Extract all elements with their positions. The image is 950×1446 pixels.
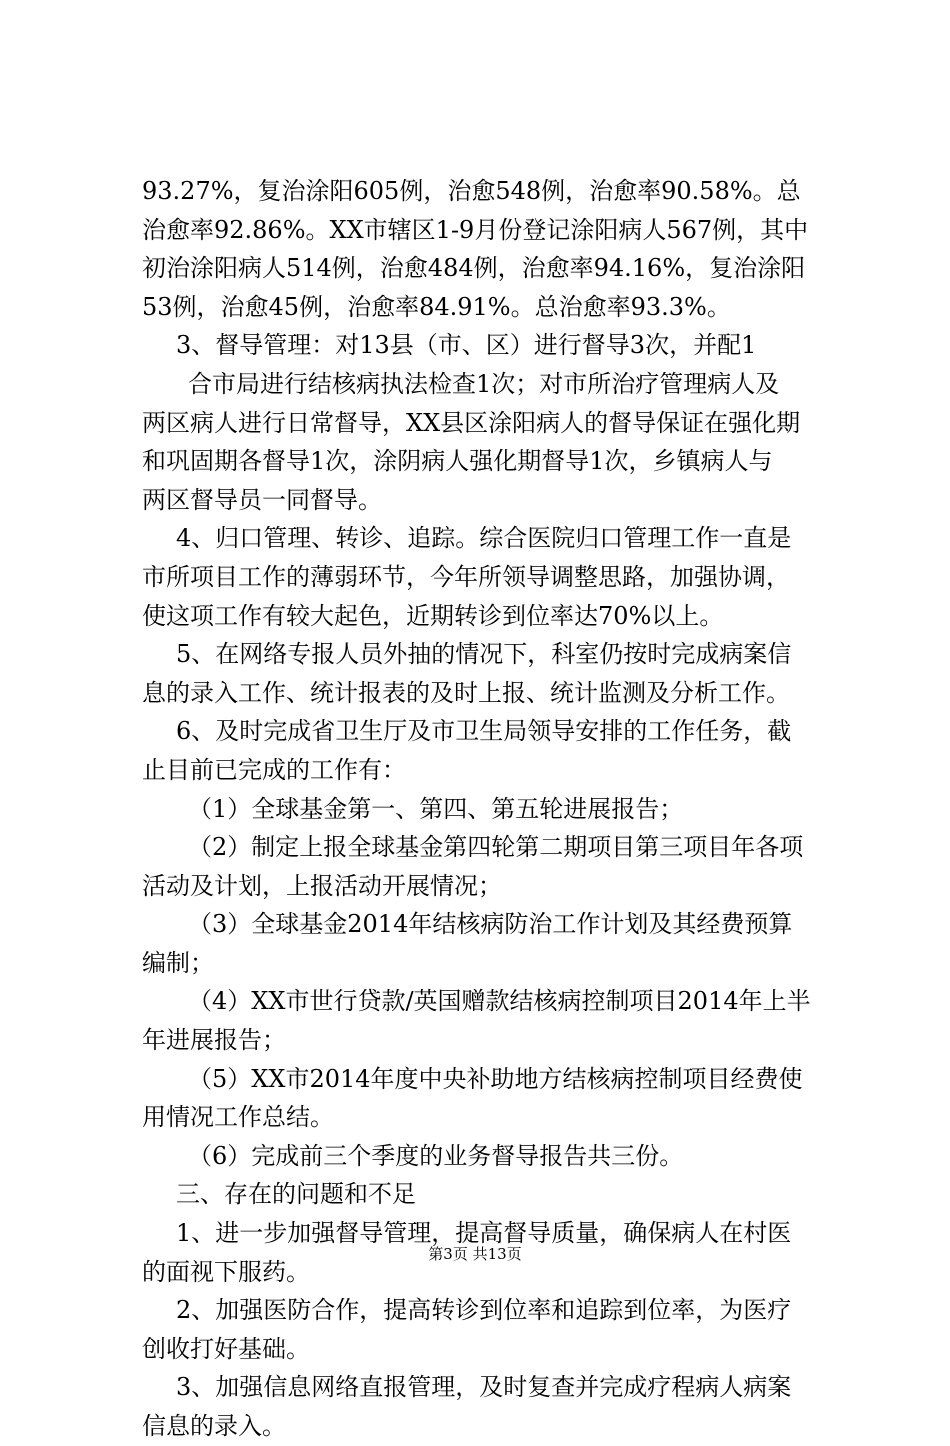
text-line: （4）XX市世行贷款/英国赠款结核病控制项目2014年上半 [188,987,811,1016]
text-line: 止目前已完成的工作有： [142,755,406,784]
text-line: 创收打好基础。 [142,1334,310,1363]
text-line: （5）XX市2014年度中央补助地方结核病控制项目经费使 [188,1064,803,1093]
text-line: 两区督导员一同督导。 [142,485,382,514]
text-line: （2）制定上报全球基金第四轮第二期项目第三项目年各项 [188,833,804,862]
text-line: 3、加强信息网络直报管理，及时复查并完成疗程病人病案 [176,1373,792,1402]
text-line: 和巩固期各督导1次，涂阴病人强化期督导1次，乡镇病人与 [142,447,773,476]
text-line: 初治涂阳病人514例，治愈484例，治愈率94.16%，复治涂阳 [142,254,806,283]
text-line: 5、在网络专报人员外抽的情况下，科室仍按时完成病案信 [176,640,792,669]
text-line: 年进展报告； [142,1026,286,1055]
text-line: 合市局进行结核病执法检查1次；对市所治疗管理病人及 [188,369,780,398]
text-line: （3）全球基金2014年结核病防治工作计划及其经费预算 [188,910,793,939]
text-line: 2、加强医防合作，提高转诊到位率和追踪到位率，为医疗 [176,1296,792,1325]
text-line: 编制； [142,948,214,977]
text-line: 活动及计划，上报活动开展情况； [142,871,502,900]
text-line: 息的录入工作、统计报表的及时上报、统计监测及分析工作。 [142,678,790,707]
text-line: 1、进一步加强督导管理，提高督导质量，确保病人在村医 [176,1219,792,1248]
text-line: 的面视下服药。 [142,1257,310,1286]
text-line: 6、及时完成省卫生厅及市卫生局领导安排的工作任务，截 [176,717,792,746]
text-line: 3、督导管理：对13县（市、区）进行督导3次，并配1 [176,331,757,360]
text-line: 用情况工作总结。 [142,1103,334,1132]
text-line: 53例，治愈45例，治愈率84.91%。总治愈率93.3%。 [142,292,731,321]
text-line: 使这项工作有较大起色，近期转诊到位率达70%以上。 [142,601,724,630]
text-line: 信息的录入。 [142,1412,286,1440]
page-footer: 第3页 共13页 [428,1245,522,1263]
text-line: 4、归口管理、转诊、追踪。综合医院归口管理工作一直是 [176,524,792,553]
text-line: 治愈率92.86%。XX市辖区1-9月份登记涂阳病人567例，其中 [142,215,809,244]
text-line: （1）全球基金第一、第四、第五轮进展报告； [188,794,684,823]
text-line: （6）完成前三个季度的业务督导报告共三份。 [188,1141,684,1170]
text-line: 三、存在的问题和不足 [176,1180,416,1209]
text-line: 两区病人进行日常督导，XX县区涂阳病人的督导保证在强化期 [142,408,801,437]
text-line: 市所项目工作的薄弱环节，今年所领导调整思路，加强协调， [142,562,790,591]
text-line: 93.27%，复治涂阳605例，治愈548例，治愈率90.58%。总 [142,177,801,205]
